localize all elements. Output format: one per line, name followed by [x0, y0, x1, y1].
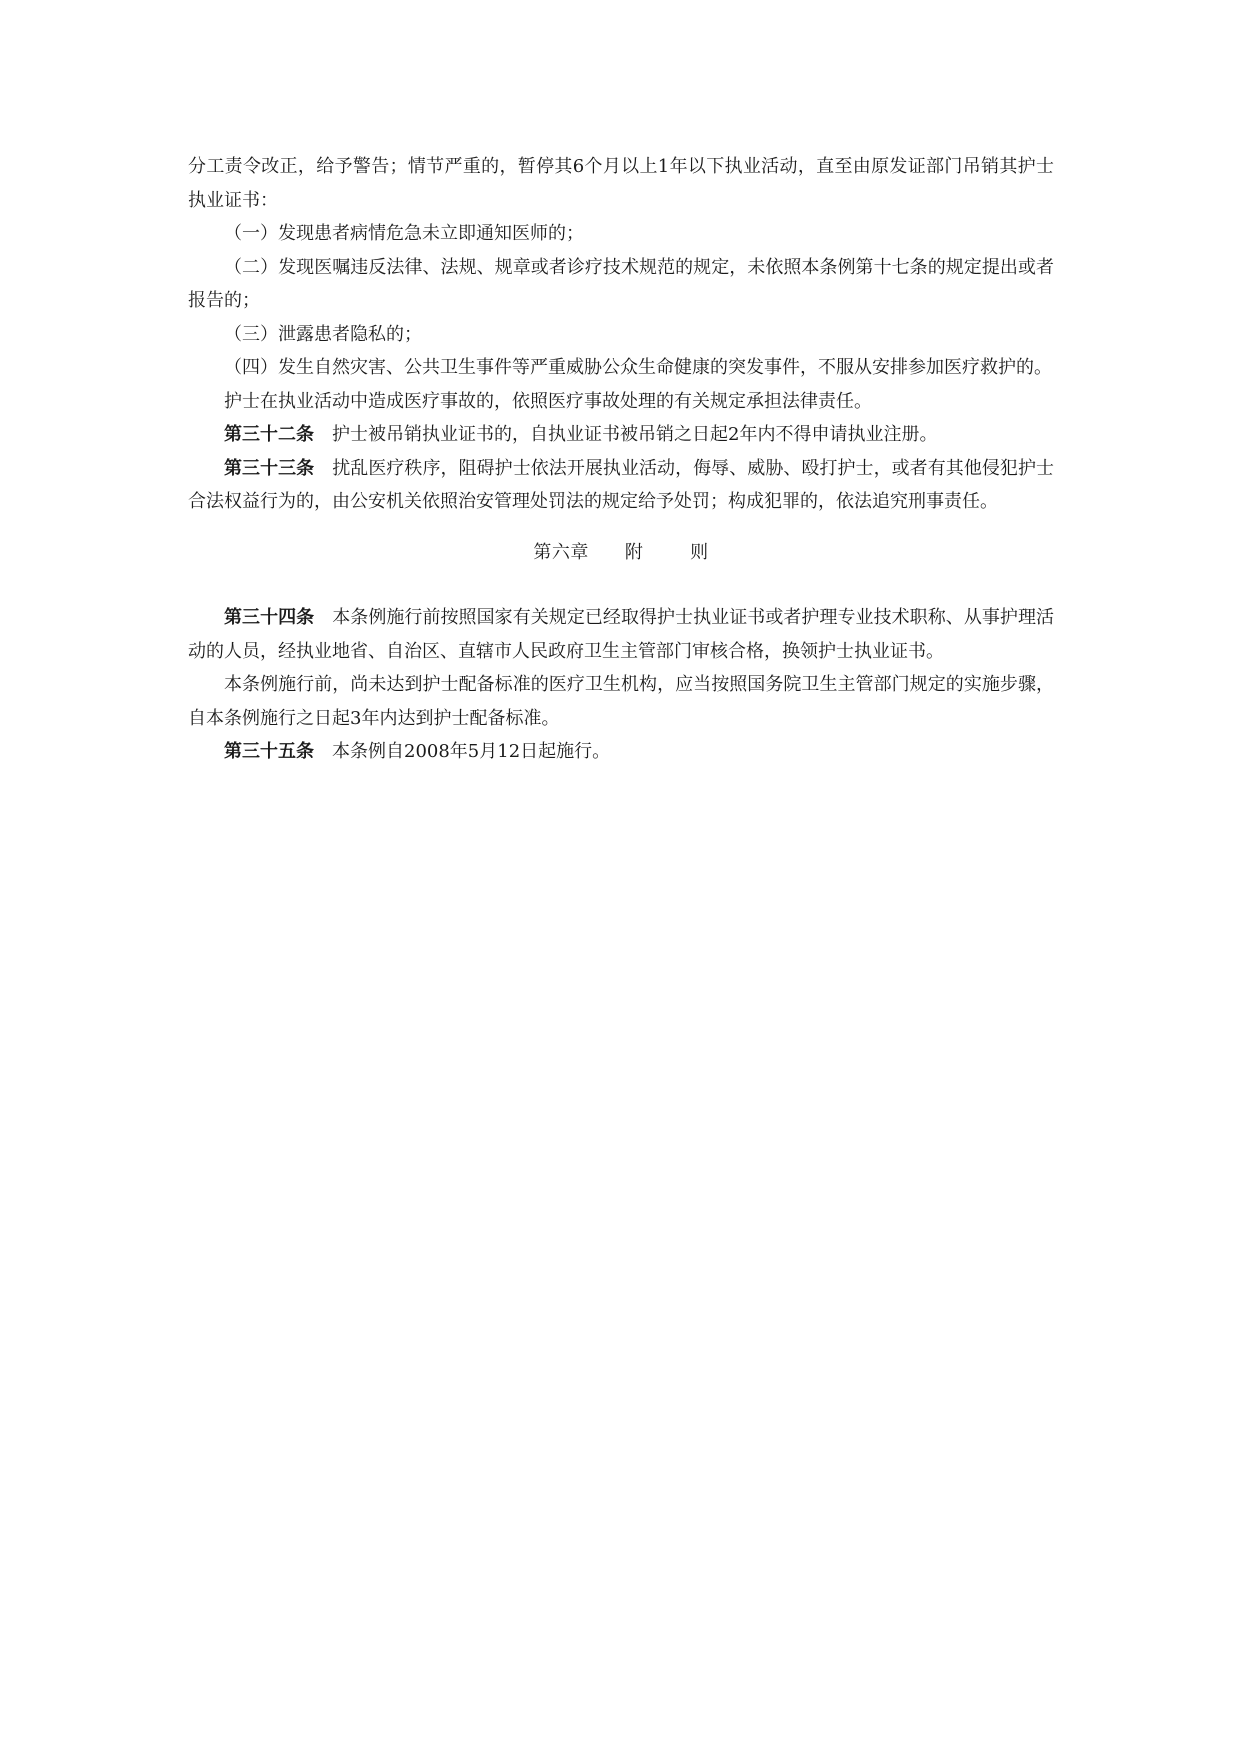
article-number: 第三十三条 [224, 457, 315, 479]
chapter-number: 第六章 [533, 541, 589, 563]
chapter-heading [188, 536, 1054, 570]
article-text: 本条例自2008年5月12日起施行。 [332, 741, 611, 762]
paragraph-text: （三）泄露患者隐私的； [224, 323, 422, 345]
document-body [188, 150, 1054, 769]
paragraph-text: （四）发生自然灾害、公共卫生事件等严重威胁公众生命健康的突发事件，不服从安排参加医疗救护的。 [224, 357, 1052, 378]
paragraph [188, 150, 1054, 217]
article-number: 第三十五条 [224, 741, 314, 762]
paragraph-text: （二）发现医嘱违反法律、法规、规章或者诊疗技术规范的规定，未依照本条例第十七条的规定提出或者报告的； [188, 256, 1054, 311]
article-number: 第三十四条 [224, 607, 315, 628]
paragraph [188, 385, 1054, 419]
list-item [188, 318, 1054, 352]
chapter-title-part-1: 附 [624, 541, 644, 563]
article-number: 第三十二条 [224, 424, 314, 445]
paragraph-text: 本条例施行前，尚未达到护士配备标准的医疗卫生机构，应当按照国务院卫生主管部门规定的实施步骤，自本条例施行之日起3年内达到护士配备标准。 [188, 674, 1054, 729]
article-text: 扰乱医疗秩序，阻碍护士依法开展执业活动，侮辱、威胁、殴打护士，或者有其他侵犯护士合法权益行为的，由公安机关依照治安管理处罚法的规定给予处罚；构成犯罪的，依法追究刑事责任。 [188, 457, 1055, 512]
chapter-title-part-2: 则 [690, 541, 709, 563]
section-chapter-five-end [188, 150, 1054, 519]
article-text: 护士被吊销执业证书的，自执业证书被吊销之日起2年内不得申请执业注册。 [332, 424, 938, 445]
paragraph-text: 分工责令改正，给予警告；情节严重的，暂停其6个月以上1年以下执业活动，直至由原发证部门吊销其护士执业证书： [188, 156, 1054, 211]
list-item [188, 251, 1054, 318]
paragraph [188, 668, 1054, 735]
paragraph-text: （一）发现患者病情危急未立即通知医师的； [224, 223, 584, 244]
paragraph-text: 护士在执业活动中造成医疗事故的，依照医疗事故处理的有关规定承担法律责任。 [224, 390, 872, 412]
section-chapter-six [188, 601, 1054, 769]
article-text: 本条例施行前按照国家有关规定已经取得护士执业证书或者护理专业技术职称、从事护理活动的人员，经执业地省、自治区、直辖市人民政府卫生主管部门审核合格，换领护士执业证书。 [188, 607, 1055, 662]
article-34 [188, 601, 1054, 668]
article-35 [188, 735, 1054, 769]
article-32 [188, 418, 1054, 452]
list-item [188, 351, 1054, 385]
list-item [188, 217, 1054, 251]
article-33 [188, 452, 1054, 519]
